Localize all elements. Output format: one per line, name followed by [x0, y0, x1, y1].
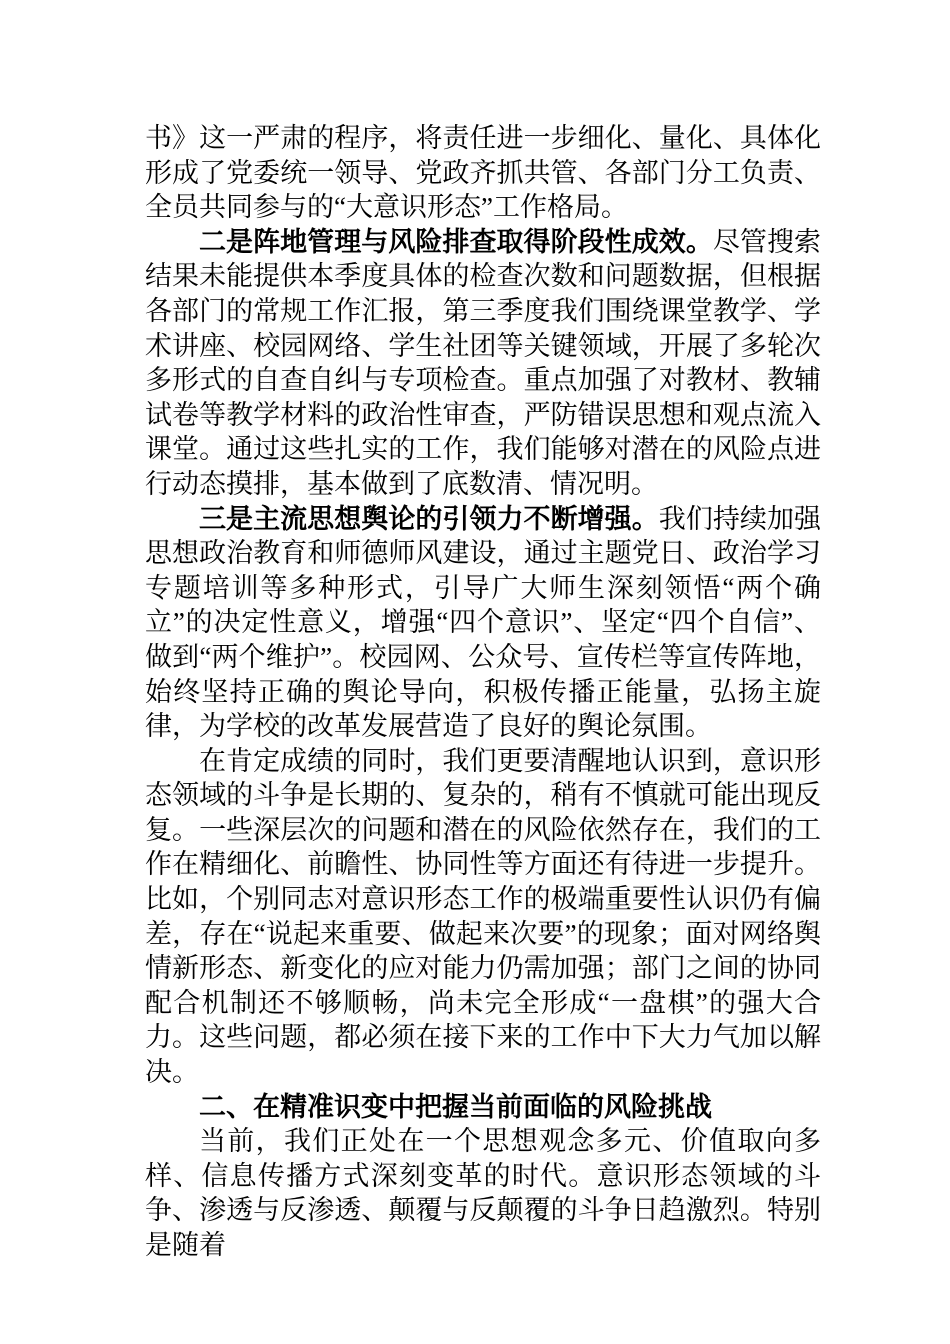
paragraph-continuation [145, 121, 821, 225]
paragraph-text: 尽管搜索结果未能提供本季度具体的检查次数和问题数据，但根据各部门的常规工作汇报，第三季度我们围绕课堂教学、学术讲座、校园网络、学生社团等关键领域，开展了多轮次多形式的自查自纠与专项检查。重点加强了对教材、教辅试卷等教学材料的政治性审查，严防错误思想和观点流入课堂。通过这些扎实的工作，我们能够对潜在的风险点进行动态摸排，基本做到了底数清、情况明。 [145, 226, 822, 499]
paragraph [145, 1124, 821, 1262]
paragraph-lead: 三是主流思想舆论的引领力不断增强。 [199, 503, 659, 534]
section-heading: 二、在精准识变中把握当前面临的风险挑战 [199, 1091, 712, 1122]
paragraph-text: 我们持续加强思想政治教育和师德师风建设，通过主题党日、政治学习专题培训等多种形式，引导广大师生深刻领悟“两个确立”的决定性意义，增强“四个意识”、坚定“四个自信”、做到“两个维护”。校园网、公众号、宣传栏等宣传阵地，始终坚持正确的舆论导向，积极传播正能量，弘扬主旋律，为学校的改革发展营造了良好的舆论氛围。 [145, 503, 822, 742]
paragraph-text: 在肯定成绩的同时，我们更要清醒地认识到，意识形态领域的斗争是长期的、复杂的，稍有不慎就可能出现反复。一些深层次的问题和潜在的风险依然存在，我们的工作在精细化、前瞻性、协同性等方面还有待进一步提升。比如，个别同志对意识形态工作的极端重要性认识仍有偏差，存在“说起来重要、做起来次要”的现象；面对网络舆情新形态、新变化的应对能力仍需加强；部门之间的协同配合机制还不够顺畅，尚未完全形成“一盘棋”的强大合力。这些问题，都必须在接下来的工作中下大力气加以解决。 [145, 745, 821, 1088]
paragraph [145, 502, 821, 744]
paragraph-text: 书》这一严肃的程序，将责任进一步细化、量化、具体化形成了党委统一领导、党政齐抓共管、各部门分工负责、全员共同参与的“大意识形态”工作格局。 [145, 123, 821, 223]
paragraph [145, 744, 821, 1090]
paragraph-text: 当前，我们正处在一个思想观念多元、价值取向多样、信息传播方式深刻变革的时代。意识形态领域的斗争、渗透与反渗透、颠覆与反颠覆的斗争日趋激烈。特别是随着 [145, 1126, 821, 1260]
paragraph-lead: 二是阵地管理与风险排查取得阶段性成效。 [199, 226, 713, 257]
paragraph [145, 225, 821, 502]
document-body [145, 121, 821, 1263]
